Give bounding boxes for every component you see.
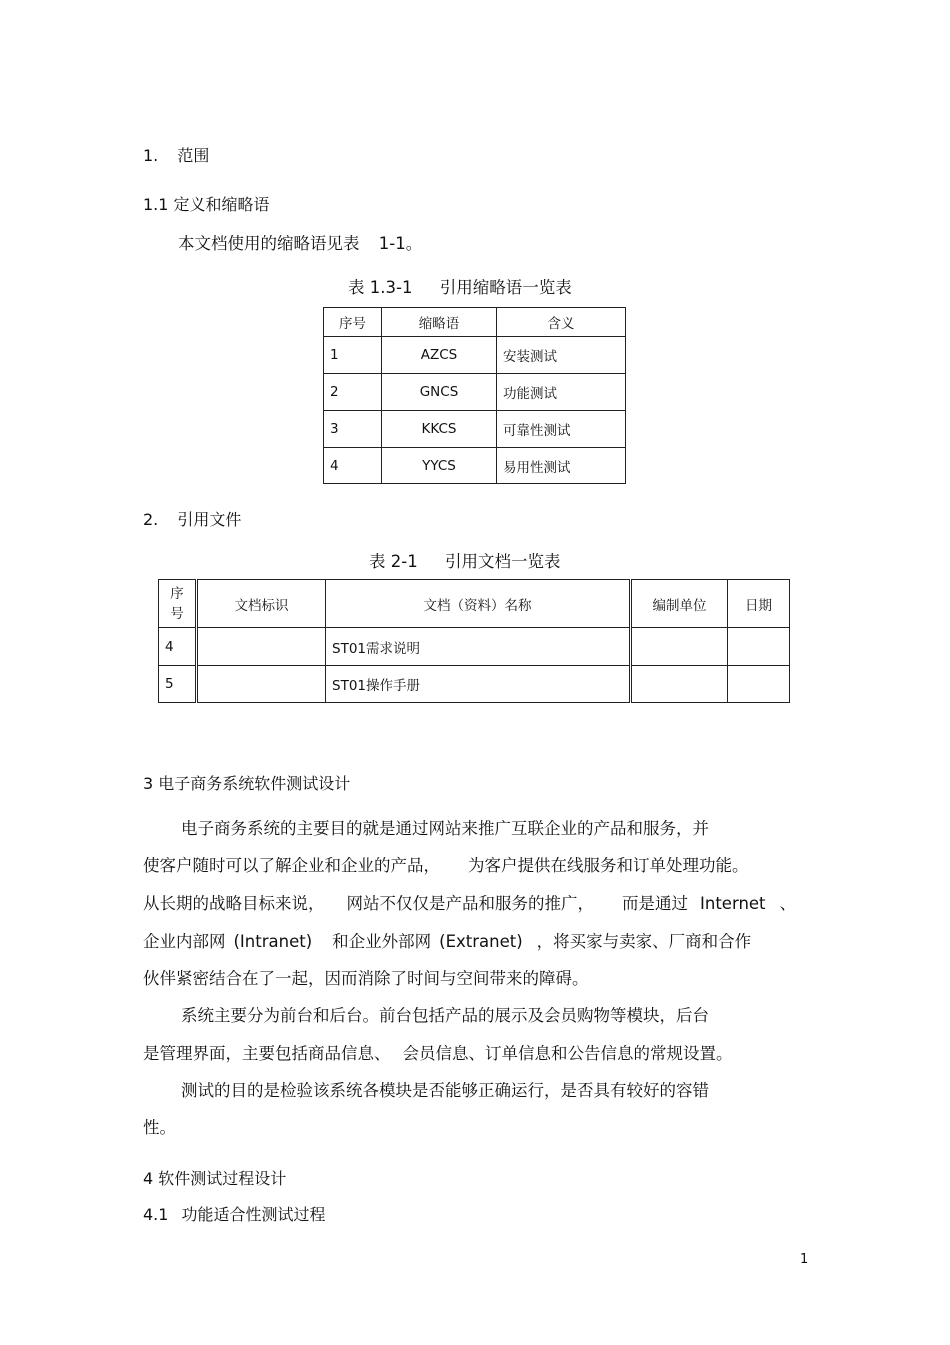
table-2-caption-number: 表 2-1 [369,552,418,571]
header-cell: 序号 [324,308,382,337]
header-index-part-1: 序 [170,585,184,602]
section-4-heading: 4 软件测试过程设计 [143,1169,287,1188]
para1-line4 [143,928,751,952]
table-1-caption-title: 引用缩略语一览表 [439,278,572,297]
table-2-caption [369,548,560,572]
cell-index: 1 [324,337,382,374]
section-1-title: 范围 [177,146,210,165]
para1-line5: 伙伴紧密结合在了一起，因而消除了时间与空间带来的障碍。 [143,969,589,988]
para1-line3-e: 、 [779,894,797,913]
para1-line4-d: (Extranet) [439,932,523,951]
para1-line3-a: 从长期的战略目标来说， [143,894,325,913]
section-3-heading: 3 电子商务系统软件测试设计 [143,774,351,793]
cell-org [631,628,728,666]
header-cell: 文档（资料）名称 [326,580,631,628]
cell-abbr: YYCS [382,448,497,484]
table-1-caption-number: 表 1.3-1 [348,278,413,297]
para1-line4-c: 和企业外部网 [332,932,432,951]
table-row [159,666,790,703]
table-row [324,337,626,374]
cell-date [728,628,790,666]
cell-index: 5 [159,666,197,703]
header-cell: 编制单位 [631,580,728,628]
table-row [324,374,626,411]
cell-doc-id [197,666,326,703]
section-2-heading [143,507,241,530]
abbreviation-table [323,307,626,484]
cell-meaning: 功能测试 [497,374,626,411]
intro-paragraph [178,230,422,254]
section-1-number: 1. [143,146,159,165]
cell-org [631,666,728,703]
cell-doc-name: ST01需求说明 [326,628,631,666]
para2-line2 [143,1040,733,1064]
cell-index: 4 [324,448,382,484]
para1-line3-d: Internet [700,894,766,913]
para1-line4-a: 企业内部网 [143,932,226,951]
para1-line4-b: (Intranet) [233,932,313,951]
cell-index: 4 [159,628,197,666]
para1-line3-c: 而是通过 [622,894,688,913]
page-number: 1 [800,1252,809,1267]
section-4-1-heading [143,1202,326,1225]
table-header-row [324,308,626,337]
cell-index: 2 [324,374,382,411]
para2-line1: 系统主要分为前台和后台。前台包括产品的展示及会员购物等模块，后台 [181,1006,709,1025]
cell-doc-id [197,628,326,666]
cell-abbr: KKCS [382,411,497,448]
cell-index: 3 [324,411,382,448]
intro-text: 本文档使用的缩略语见表 [178,234,360,253]
table-row [324,411,626,448]
cell-meaning: 易用性测试 [497,448,626,484]
table-1-caption [348,274,572,298]
para1-line3-b: 网站不仅仅是产品和服务的推广， [346,894,594,913]
cell-doc-name: ST01操作手册 [326,666,631,703]
para3-line1: 测试的目的是检验该系统各模块是否能够正确运行，是否具有较好的容错 [181,1081,709,1100]
intro-ref: 1-1。 [378,234,423,253]
cell-abbr: GNCS [382,374,497,411]
cell-meaning: 可靠性测试 [497,411,626,448]
para1-line3 [143,890,796,914]
para1-line2-a: 使客户随时可以了解企业和企业的产品， [143,856,440,875]
table-row [324,448,626,484]
header-cell: 缩略语 [382,308,497,337]
para1-line1: 电子商务系统的主要目的就是通过网站来推广互联企业的产品和服务，并 [181,819,709,838]
header-cell: 日期 [728,580,790,628]
cell-date [728,666,790,703]
header-index-part-2: 号 [170,605,184,622]
table-row [159,628,790,666]
para2-line2-a: 是管理界面，主要包括商品信息、 [143,1044,391,1063]
section-2-number: 2. [143,510,159,529]
section-1-1-heading: 1.1 定义和缩略语 [143,195,270,214]
header-cell [159,580,197,628]
section-4-1-number: 4.1 [143,1205,169,1224]
para3-line2: 性。 [143,1118,176,1137]
para1-line4-e: ，将买家与卖家、厂商和合作 [536,932,752,951]
table-2-caption-title: 引用文档一览表 [444,552,561,571]
section-4-1-title: 功能适合性测试过程 [181,1205,326,1224]
reference-document-table [158,579,790,703]
header-cell: 含义 [497,308,626,337]
para1-line2-b: 为客户提供在线服务和订单处理功能。 [468,856,749,875]
section-1-heading [143,143,209,166]
header-cell: 文档标识 [197,580,326,628]
para1-line2 [143,852,749,876]
cell-abbr: AZCS [382,337,497,374]
cell-meaning: 安装测试 [497,337,626,374]
para2-line2-b: 会员信息、订单信息和公告信息的常规设置。 [402,1044,733,1063]
table-header-row [159,580,790,628]
section-2-title: 引用文件 [177,510,242,529]
